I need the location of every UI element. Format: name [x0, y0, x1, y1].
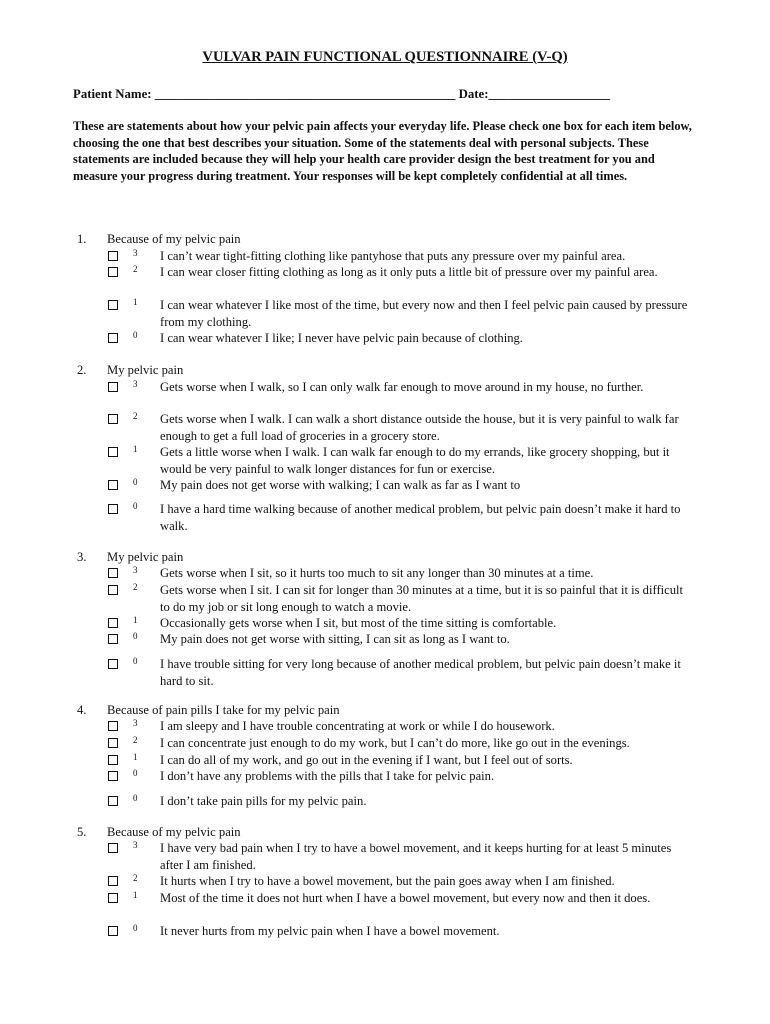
answer-checkbox[interactable] — [108, 618, 118, 628]
option-text: I have trouble sitting for very long because of another medical problem, but pelvic pain doesn’t make it hard to sit. — [160, 657, 681, 688]
answer-checkbox[interactable] — [108, 876, 118, 886]
option-text: It never hurts from my pelvic pain when I have a bowel movement. — [160, 924, 500, 938]
answer-checkbox[interactable] — [108, 755, 118, 765]
option-text: Gets worse when I sit, so it hurts too much to sit any longer than 30 minutes at a time. — [160, 566, 594, 580]
option-text: I can concentrate just enough to do my work, but I can’t do more, like go out in the evenings. — [160, 736, 630, 750]
question-number: 3. — [77, 550, 87, 564]
option-text: I can wear whatever I like; I never have pelvic pain because of clothing. — [160, 331, 523, 345]
option-score: 1 — [133, 615, 138, 625]
answer-checkbox[interactable] — [108, 447, 118, 457]
option-score: 0 — [133, 501, 138, 511]
option-score: 1 — [133, 752, 138, 762]
option-score: 2 — [133, 735, 138, 745]
option-text: My pain does not get worse with sitting, I can sit as long as I want to. — [160, 632, 510, 646]
option-score: 0 — [133, 656, 138, 666]
question-stem: My pelvic pain — [107, 550, 184, 564]
question-number: 5. — [77, 825, 87, 839]
option-text: Most of the time it does not hurt when I have a bowel movement, but every now and then it does. — [160, 891, 651, 905]
answer-checkbox[interactable] — [108, 738, 118, 748]
option-score: 0 — [133, 768, 138, 778]
option-score: 0 — [133, 330, 138, 340]
option-score: 0 — [133, 477, 138, 487]
option-score: 1 — [133, 444, 138, 454]
option-text: I can’t wear tight-fitting clothing like pantyhose that puts any pressure over my painful area. — [160, 249, 626, 263]
question-number: 4. — [77, 703, 87, 717]
answer-checkbox[interactable] — [108, 926, 118, 936]
answer-checkbox[interactable] — [108, 634, 118, 644]
answer-checkbox[interactable] — [108, 480, 118, 490]
option-text: It hurts when I try to have a bowel movement, but the pain goes away when I am finished. — [160, 874, 615, 888]
option-score: 2 — [133, 873, 138, 883]
option-text: Occasionally gets worse when I sit, but most of the time sitting is comfortable. — [160, 616, 557, 630]
option-score: 2 — [133, 411, 138, 421]
option-text: Gets worse when I sit. I can sit for longer than 30 minutes at a time, but it is so painful that it is difficult to do my job or sit long enough to watch a movie. — [160, 583, 684, 614]
option-text: I can wear whatever I like most of the time, but every now and then I feel pelvic pain caused by pressure from my clothing. — [160, 298, 688, 329]
option-text: I am sleepy and I have trouble concentrating at work or while I do housework. — [160, 719, 555, 733]
answer-checkbox[interactable] — [108, 267, 118, 277]
option-text: I can wear closer fitting clothing as long as it only puts a little bit of pressure over my painful area. — [160, 265, 658, 279]
patient-name-date-line[interactable]: Patient Name: _______________________________________________ Date:___________________ — [73, 87, 611, 101]
answer-checkbox[interactable] — [108, 843, 118, 853]
answer-checkbox[interactable] — [108, 504, 118, 514]
option-text: I don’t take pain pills for my pelvic pain. — [160, 794, 367, 808]
page-title: VULVAR PAIN FUNCTIONAL QUESTIONNAIRE (V-Q) — [202, 49, 568, 65]
option-text: I have very bad pain when I try to have a bowel movement, and it keeps hurting for at least 5 minutes after I am finished. — [160, 841, 672, 872]
answer-checkbox[interactable] — [108, 300, 118, 310]
question-stem: Because of my pelvic pain — [107, 232, 241, 246]
option-text: Gets worse when I walk. I can walk a short distance outside the house, but it is very painful to walk far enough to get a full load of groceries in a grocery store. — [160, 412, 679, 443]
option-text: Gets worse when I walk, so I can only walk far enough to move around in my house, no further. — [160, 380, 644, 394]
answer-checkbox[interactable] — [108, 333, 118, 343]
answer-checkbox[interactable] — [108, 251, 118, 261]
instructions-paragraph: These are statements about how your pelvic pain affects your everyday life. Please check one box for each item below, choosing the one that best describes your situation. Some of the statements deal with personal subjects. These statements are included because they will help your health care provider design the best treatment for you and measure your progress during treatment. Your responses will be kept completely confidential at all times. — [73, 119, 692, 183]
answer-checkbox[interactable] — [108, 721, 118, 731]
option-score: 1 — [133, 297, 138, 307]
option-text: My pain does not get worse with walking; I can walk as far as I want to — [160, 478, 521, 492]
option-score: 2 — [133, 582, 138, 592]
option-text: I don’t have any problems with the pills that I take for pelvic pain. — [160, 769, 495, 783]
option-score: 3 — [133, 840, 138, 850]
question-stem: My pelvic pain — [107, 363, 184, 377]
option-score: 0 — [133, 923, 138, 933]
answer-checkbox[interactable] — [108, 771, 118, 781]
option-score: 0 — [133, 793, 138, 803]
option-text: Gets a little worse when I walk. I can walk far enough to do my errands, like grocery shopping, but it would be very painful to walk longer distances for fun or exercise. — [160, 445, 670, 476]
question-stem: Because of pain pills I take for my pelvic pain — [107, 703, 340, 717]
option-score: 3 — [133, 379, 138, 389]
answer-checkbox[interactable] — [108, 568, 118, 578]
option-score: 1 — [133, 890, 138, 900]
option-score: 3 — [133, 248, 138, 258]
option-text: I have a hard time walking because of another medical problem, but pelvic pain doesn’t make it hard to walk. — [160, 502, 681, 533]
answer-checkbox[interactable] — [108, 382, 118, 392]
option-text: I can do all of my work, and go out in the evening if I want, but I feel out of sorts. — [160, 753, 573, 767]
option-score: 3 — [133, 718, 138, 728]
option-score: 0 — [133, 631, 138, 641]
answer-checkbox[interactable] — [108, 659, 118, 669]
question-number: 2. — [77, 363, 87, 377]
option-score: 2 — [133, 264, 138, 274]
option-score: 3 — [133, 565, 138, 575]
answer-checkbox[interactable] — [108, 585, 118, 595]
question-number: 1. — [77, 232, 87, 246]
answer-checkbox[interactable] — [108, 414, 118, 424]
answer-checkbox[interactable] — [108, 893, 118, 903]
question-stem: Because of my pelvic pain — [107, 825, 241, 839]
answer-checkbox[interactable] — [108, 796, 118, 806]
